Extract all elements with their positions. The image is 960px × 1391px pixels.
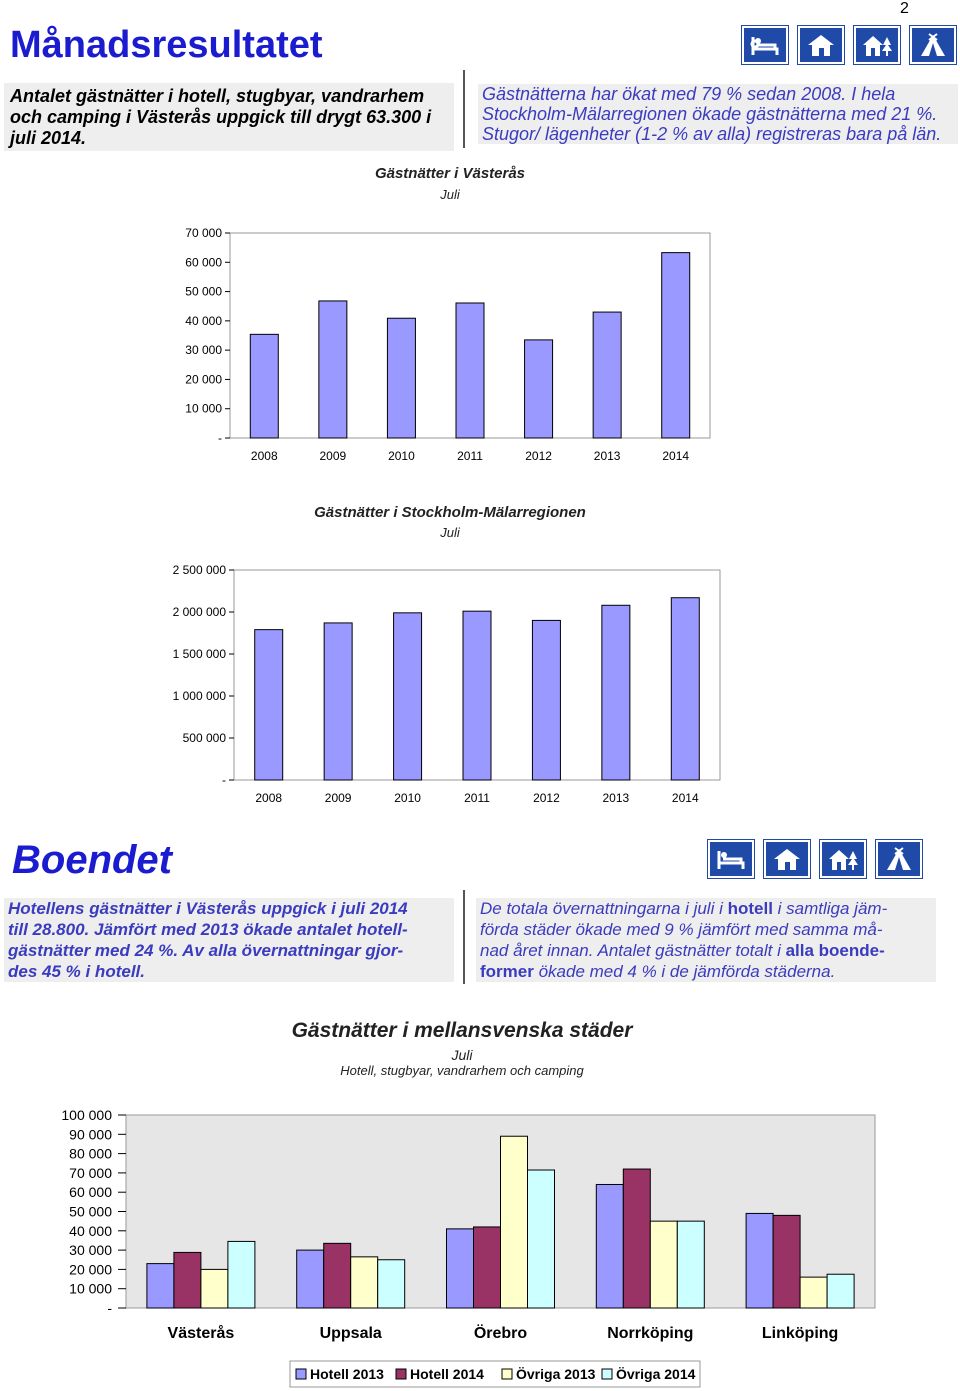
- legend-swatch: [502, 1369, 512, 1379]
- bar-hotell-2014: [474, 1227, 501, 1308]
- x-tick-label: 2014: [662, 449, 690, 463]
- y-tick-label: 60 000: [69, 1184, 112, 1201]
- section-title: Boendet: [12, 838, 172, 882]
- x-tick-label: 2011: [457, 449, 483, 463]
- bar: [463, 611, 491, 780]
- boendet-line: des 45 % i hotell.: [8, 962, 145, 981]
- emphasis: alla boende-: [785, 941, 885, 960]
- chart-stockholm-malarregionen: [0, 495, 960, 820]
- text-run: förda städer ökade med 9 % jämfört med samma må-: [480, 920, 883, 939]
- legend-swatch: [602, 1369, 612, 1379]
- legend-swatch: [396, 1369, 406, 1379]
- x-tick-label: 2009: [324, 791, 352, 805]
- bar-hotell-2013: [596, 1184, 623, 1308]
- page-number: 2: [900, 0, 909, 17]
- chart-subtitle: Juli: [440, 187, 460, 202]
- boendet-line: [480, 898, 932, 919]
- camping-sign-icon: [910, 26, 956, 64]
- x-tick-label: Uppsala: [319, 1325, 382, 1342]
- y-tick-label: 40 000: [185, 313, 222, 328]
- y-tick-label: 70 000: [185, 226, 222, 240]
- x-tick-label: 2012: [533, 791, 560, 805]
- legend-label: Hotell 2014: [410, 1366, 484, 1382]
- bar: [602, 605, 630, 780]
- bar: [662, 253, 690, 438]
- y-tick-label: 1 500 000: [172, 647, 226, 661]
- y-tick-label: 60 000: [185, 255, 222, 270]
- y-tick-label: -: [222, 773, 226, 787]
- x-tick-label: Linköping: [761, 1325, 839, 1342]
- x-tick-label: 2008: [255, 791, 283, 805]
- y-tick-label: 2 500 000: [172, 563, 226, 577]
- boendet-hotel-text: [4, 898, 454, 982]
- y-tick-label: -: [107, 1300, 112, 1316]
- chart-mellansvenska-stader: [0, 1005, 960, 1391]
- header-icon-row: [742, 26, 956, 64]
- y-tick-label: 1 000 000: [172, 689, 226, 703]
- bar-ovriga-2014: [827, 1274, 854, 1308]
- chart-subtitle-2: Hotell, stugbyar, vandrarhem och camping: [340, 1063, 584, 1078]
- y-tick-label: 20 000: [185, 372, 222, 387]
- bar-ovriga-2013: [201, 1269, 228, 1308]
- y-tick-label: -: [218, 431, 222, 445]
- intro-line: Stockholm-Mälarregionen ökade gästnätterna med 21 %.: [482, 104, 938, 124]
- bar: [593, 312, 621, 438]
- chart-title: Gästnätter i Stockholm-Mälarregionen: [314, 504, 586, 521]
- legend-label: Övriga 2014: [616, 1366, 696, 1382]
- y-tick-label: 90 000: [69, 1126, 112, 1143]
- hotel-sign-icon: [742, 26, 788, 64]
- intro-line: Stugor/ lägenheter (1-2 % av alla) registreras bara på län.: [482, 124, 942, 144]
- y-tick-label: 30 000: [185, 343, 222, 358]
- boendet-line: [480, 961, 932, 982]
- bar: [456, 303, 484, 438]
- bar: [671, 598, 699, 780]
- intro-summary: Antalet gästnätter i hotell, stugbyar, vandrarhem och camping i Västerås uppgick till drygt 63.300 i juli 2014.: [4, 83, 454, 151]
- boendet-icon-row: [708, 840, 922, 878]
- boendet-total-text: [476, 898, 936, 982]
- y-tick-label: 10 000: [69, 1280, 112, 1297]
- y-tick-label: 10 000: [185, 401, 222, 416]
- y-tick-label: 80 000: [69, 1145, 112, 1162]
- emphasis: former: [480, 962, 534, 981]
- bar-ovriga-2014: [228, 1241, 255, 1308]
- chart-title: Gästnätter i mellansvenska städer: [291, 1019, 633, 1042]
- chart-subtitle: Juli: [440, 525, 460, 540]
- bar-ovriga-2013: [501, 1136, 528, 1308]
- x-tick-label: 2012: [525, 449, 552, 463]
- text-run: i samtliga jäm-: [772, 899, 888, 918]
- x-tick-label: Örebro: [473, 1325, 528, 1342]
- boendet-line: till 28.800. Jämfört med 2013 ökade antalet hotell-: [8, 920, 408, 939]
- y-tick-label: 40 000: [69, 1222, 112, 1239]
- boendet-line: [480, 919, 932, 940]
- x-tick-label: 2011: [464, 791, 490, 805]
- emphasis: hotell: [727, 899, 773, 918]
- x-tick-label: 2010: [394, 791, 421, 805]
- y-tick-label: 100 000: [61, 1107, 112, 1123]
- chart-title: Gästnätter i Västerås: [374, 165, 526, 182]
- y-tick-label: 50 000: [185, 284, 222, 299]
- text-run: De totala övernattningarna i juli i: [480, 899, 728, 918]
- intro-details: [478, 84, 958, 144]
- bar: [324, 623, 352, 780]
- cabin-sign-icon: [798, 26, 844, 64]
- cabin-sign-icon: [764, 840, 810, 878]
- y-tick-label: 500 000: [182, 731, 226, 745]
- hotel-sign-icon: [708, 840, 754, 878]
- separator: [463, 890, 465, 984]
- text-run: nad året innan. Antalet gästnätter totalt i: [480, 941, 786, 960]
- camping-sign-icon: [876, 840, 922, 878]
- bar: [255, 630, 283, 780]
- bar-hotell-2013: [147, 1264, 174, 1308]
- y-tick-label: 2 000 000: [172, 605, 226, 619]
- bar-ovriga-2013: [351, 1257, 378, 1308]
- x-tick-label: 2014: [671, 791, 699, 805]
- bar-hotell-2014: [324, 1243, 351, 1308]
- legend-label: Hotell 2013: [310, 1366, 384, 1382]
- chart-vasteras: [0, 155, 960, 475]
- x-tick-label: 2008: [250, 449, 278, 463]
- y-tick-label: 20 000: [69, 1261, 112, 1278]
- boendet-line: Hotellens gästnätter i Västerås uppgick i juli 2014: [8, 899, 408, 918]
- hostel-sign-icon: [820, 840, 866, 878]
- x-tick-label: 2013: [593, 449, 621, 463]
- bar-hotell-2014: [773, 1215, 800, 1308]
- bar: [250, 334, 278, 438]
- legend-label: Övriga 2013: [516, 1366, 596, 1382]
- bar: [387, 318, 415, 438]
- y-tick-label: 30 000: [69, 1242, 112, 1259]
- y-tick-label: 70 000: [69, 1164, 112, 1181]
- hostel-sign-icon: [854, 26, 900, 64]
- bar: [319, 301, 347, 438]
- bar-ovriga-2014: [528, 1170, 555, 1308]
- y-tick-label: 50 000: [69, 1203, 112, 1220]
- x-tick-label: 2009: [319, 449, 347, 463]
- legend-swatch: [296, 1369, 306, 1379]
- separator: [463, 70, 465, 148]
- bar-hotell-2013: [297, 1250, 324, 1308]
- boendet-line: gästnätter med 24 %. Av alla övernattningar gjor-: [8, 941, 404, 960]
- x-tick-label: Norrköping: [607, 1325, 694, 1342]
- x-tick-label: 2013: [602, 791, 630, 805]
- bar-hotell-2014: [174, 1252, 201, 1308]
- bar-ovriga-2013: [650, 1221, 677, 1308]
- bar-ovriga-2013: [800, 1277, 827, 1308]
- bar-hotell-2013: [746, 1213, 773, 1308]
- x-tick-label: Västerås: [167, 1325, 235, 1342]
- bar: [525, 340, 553, 438]
- bar-hotell-2013: [447, 1229, 474, 1308]
- intro-line: Gästnätterna har ökat med 79 % sedan 2008. I hela: [482, 84, 896, 104]
- bar-hotell-2014: [623, 1169, 650, 1308]
- chart-subtitle: Juli: [451, 1047, 473, 1063]
- bar: [394, 613, 422, 780]
- page-title: Månadsresultatet: [10, 24, 323, 66]
- boendet-line: [480, 940, 932, 961]
- bar-ovriga-2014: [677, 1221, 704, 1308]
- text-run: ökade med 4 % i de jämförda städerna.: [533, 962, 836, 981]
- bar-ovriga-2014: [378, 1260, 405, 1308]
- bar: [532, 620, 560, 780]
- x-tick-label: 2010: [388, 449, 415, 463]
